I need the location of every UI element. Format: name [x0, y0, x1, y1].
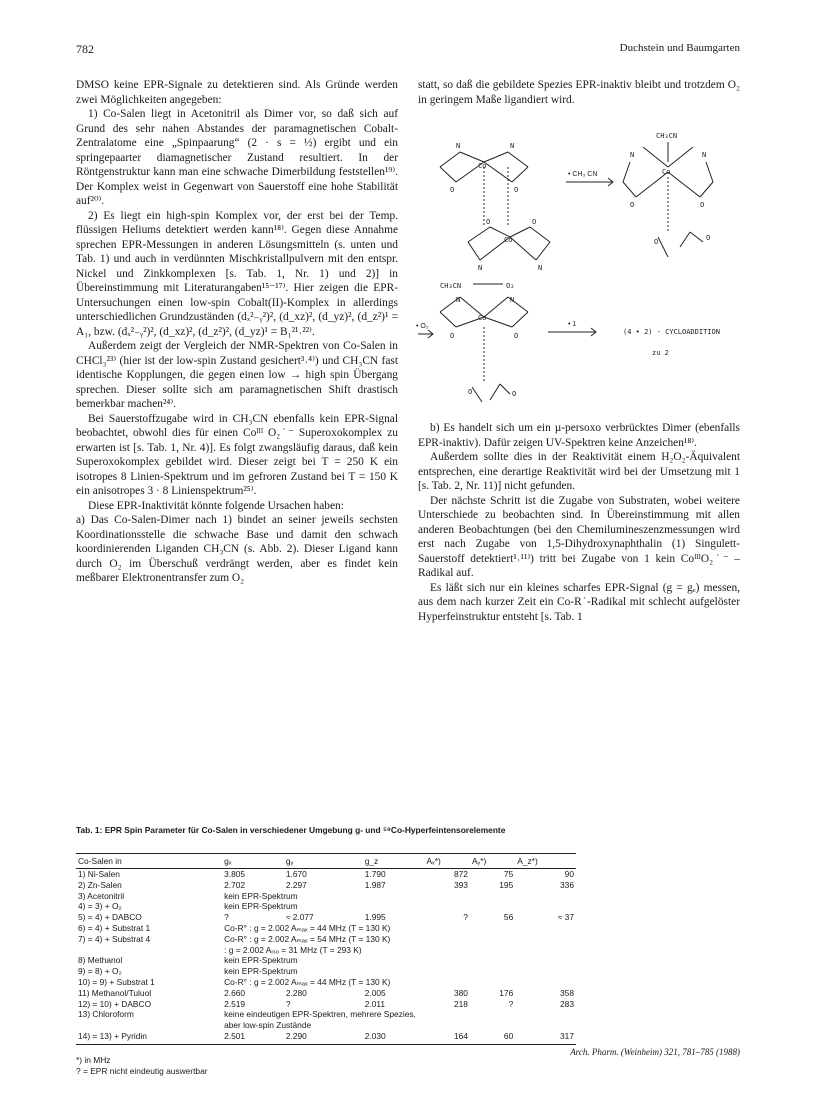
table-cell: Co-R° : g = 2.002 Aₘₐₓ = 44 MHz (T = 130 K)	[224, 976, 391, 987]
table-cell: 283	[560, 998, 574, 1009]
table-row	[76, 891, 576, 902]
table-cell: kein EPR-Spektrum	[224, 966, 298, 977]
left-column	[76, 78, 398, 586]
atom-label: O	[512, 390, 517, 398]
table-cell: 5) = 4) + DABCO	[78, 912, 142, 923]
table-cell: 1.987	[364, 879, 386, 890]
table-row	[76, 1009, 576, 1020]
paragraph: Der nächste Schritt ist die Zugabe von Substraten, wobei weitere Unterschiede zu beobachten sind. In Übereinstimmung mit allen anderen Beobachtungen (bei den Chemilumineszenzmessungen wird erst nach Zugabe von 1,5-Dihydroxynaphthalin (1) Singulett-Sauerstoff detektiert¹˒¹¹⁾) tritt bei Zugabe von 1 kein CoᴵᴵᴵO₂˙⁻ – Radikal auf.	[418, 494, 740, 579]
table-cell: 12) = 10) + DABCO	[78, 998, 152, 1009]
table-row	[76, 955, 576, 966]
paragraph: statt, so daß die gebildete Spezies EPR-inaktiv bleibt und trotzdem O₂ in geringem Maße ligandiert wird.	[418, 79, 740, 106]
table-row	[76, 966, 576, 977]
atom-label: N	[630, 151, 635, 159]
table-cell: 380	[453, 987, 468, 998]
paragraph: Es läßt sich nur ein kleines scharfes EPR-Signal (g = gₑ) messen, aus dem nach kurzer Zeit ein Co-R˙-Radikal mit schlecht aufgelöster Hyperfeinstruktur entsteht [s. Tab. 1	[418, 581, 740, 623]
atom-label: Co	[478, 162, 487, 170]
table-cell: 3.805	[224, 869, 246, 879]
epr-parameter-table	[76, 853, 576, 1045]
table-cell: kein EPR-Spektrum	[224, 890, 298, 901]
table-caption: Tab. 1: EPR Spin Parameter für Co-Salen in verschiedener Umgebung g- und ⁵⁹Co-Hyperfeintensorelemente	[76, 825, 506, 835]
right-column-top	[418, 78, 740, 107]
cycloaddition-label: (4 • 2) - CYCLOADDITION	[623, 328, 720, 336]
atom-label: O	[706, 234, 711, 242]
table-cell: 60	[470, 1031, 515, 1044]
table-row	[76, 977, 576, 988]
table-row	[76, 901, 576, 912]
atom-label: O	[450, 186, 455, 194]
atom-label: O	[468, 388, 473, 396]
column-header: Co-Salen in	[76, 854, 222, 869]
atom-label: O	[630, 201, 635, 209]
table-cell: 6) = 4) + Substrat 1	[78, 922, 151, 933]
paragraph: b) Es handelt sich um ein µ-persoxo verbrücktes Dimer (ebenfalls EPR-inaktiv). Dafür zeigen UV-Spektren keine Anzeichen¹⁸⁾.	[418, 422, 740, 449]
table-cell: 2.660	[224, 987, 246, 998]
footnote: ? = EPR nicht eindeutig auswertbar	[76, 1065, 208, 1076]
table-cell: ?	[285, 998, 291, 1009]
column-header: gₓ	[222, 854, 284, 869]
paragraph: Bei Sauerstoffzugabe wird in CH₃CN ebenfalls kein EPR-Signal beobachtet, obwohl dies für einen Coᴵᴵᴵ O₂˙⁻ Superoxokomplex zu erwarten ist [s. Tab. 1, Nr. 4)]. Es folgt zwangsläufig daraus, daß kein Superoxokomplex gebildet wird. Dieser zeigt bei T = 250 K ein isotropes 8 Linien-Spektrum und im gefroren Zustand bei T = 150 K ein anisotropes 3 · 8 Linienspektrum²⁵⁾.	[76, 412, 398, 497]
table-cell: Co-R° : g = 2.002 Aₘₐₓ = 44 MHz (T = 130 K)	[224, 922, 391, 933]
column-header: gᵧ	[284, 854, 363, 869]
arrow-label: • CH₃ CN	[568, 171, 598, 178]
table-row	[76, 988, 576, 999]
column-header: g_z	[363, 854, 425, 869]
table-cell: ?	[224, 912, 229, 923]
table-cell: 1.670	[285, 869, 307, 879]
table-cell: 1) Ni-Salen	[78, 869, 120, 879]
right-column-bottom	[418, 421, 740, 624]
table-cell: ≈ 37	[557, 912, 574, 923]
table-cell: 336	[560, 879, 574, 890]
table-row	[76, 923, 576, 934]
paragraph: Außerdem zeigt der Vergleich der NMR-Spektren von Co-Salen in CHCl₃²³⁾ (hier ist der low-spin Zustand gesichert³˒⁴⁾) und CH₃CN fast identische Kopplungen, die gegen einen low → high spin Übergang sprechen. Dieser sollte sich am paramagnetischen Shift drastisch bemerkbar machen²⁴⁾.	[76, 340, 398, 410]
table-cell: 14) = 13) + Pyridin	[76, 1031, 222, 1044]
table-row	[76, 1031, 576, 1044]
table-row	[76, 869, 576, 880]
table-cell: 872	[453, 869, 468, 879]
table-cell: 393	[453, 879, 468, 890]
table-cell: 317	[515, 1031, 576, 1044]
atom-label: N	[456, 296, 461, 304]
table-cell: 1.790	[364, 869, 386, 879]
table-cell: 4) = 3) + O₂	[78, 901, 122, 912]
footnotes	[76, 1055, 208, 1076]
table-cell: 11) Methanol/Tuluol	[78, 987, 152, 998]
table-cell: 90	[564, 869, 574, 879]
ligand-label: O₂	[506, 282, 515, 290]
table-cell: 2) Zn-Salen	[78, 879, 122, 890]
paragraph: 2) Es liegt ein high-spin Komplex vor, der erst bei der Temp. flüssigen Heliums detektiert werden kann¹⁸⁾. Gegen diese Annahme sprechen EPR-Messungen in anderen Lösungsmitteln (s. unten und Tab. 1) und auch in verdünnten Mischkristallpulvern mit den entspr. Nickel und Zinkkomplexen [s. Tab. 1, Nr. 1) und 2)] in Übereinstimmung mit Literaturangaben¹⁵⁻¹⁷⁾. Hier zeigen die EPR-Untersuchungen einen low-spin Cobalt(II)-Komplex in allerdings unterschiedlichen Grundzuständen (dₓ²₋ᵧ²)², (d_xz)², (d_yz)², (d_z²)¹ = A₁, bzw. (dₓ²₋ᵧ²)², (d_xz)², (d_z²)², (d_yz)¹ = B₁²¹˒²²⁾.	[76, 209, 398, 338]
atom-label: N	[510, 142, 515, 150]
table-row	[76, 999, 576, 1010]
atom-label: O	[514, 186, 519, 194]
table-cell: 218	[453, 998, 468, 1009]
table-cell: 2.501	[222, 1031, 284, 1044]
atom-label: N	[456, 142, 461, 150]
table-row	[76, 934, 576, 945]
table-cell: 358	[560, 987, 574, 998]
paragraph: DMSO keine EPR-Signale zu detektieren sind. Als Gründe werden zwei Möglichkeiten angegeben:	[76, 79, 398, 106]
page-number: 782	[76, 42, 94, 56]
table-cell: 2.519	[224, 998, 246, 1009]
table-cell: 2.030	[363, 1031, 425, 1044]
table-row	[76, 912, 576, 923]
reaction-scheme	[418, 112, 748, 412]
atom-label: O	[514, 332, 519, 340]
running-head: Duchstein und Baumgarten	[619, 42, 740, 54]
atom-label: O	[532, 218, 537, 226]
table-cell: 2.280	[285, 987, 307, 998]
table-cell	[76, 945, 222, 956]
footnote: *) in MHz	[76, 1055, 111, 1065]
table-caption-block	[76, 825, 740, 836]
table-cell: kein EPR-Spektrum	[224, 901, 298, 912]
table-cell: 8) Methanol	[78, 955, 123, 966]
ligand-label: CH₃CN	[656, 132, 678, 140]
paragraph: Außerdem sollte dies in der Reaktivität einem H₂O₂-Äquivalent entsprechen, eine derartige Reaktivität wird bei der Umsetzung mit 1 [s. Tab. 2, Nr. 11)] nicht gefunden.	[418, 451, 740, 492]
table-cell: aber low-spin Zustände	[224, 1020, 312, 1031]
table-cell: 10) = 9) + Substrat 1	[78, 976, 155, 987]
column-header: Aᵧ*)	[470, 854, 515, 869]
table-cell: 176	[499, 987, 514, 998]
table-cell: kein EPR-Spektrum	[224, 955, 298, 966]
table-row	[76, 1020, 576, 1031]
table-cell	[76, 1020, 222, 1031]
table-cell: 56	[503, 912, 514, 923]
table-cell: 9) = 8) + O₂	[78, 966, 122, 977]
table-cell: 1.995	[364, 912, 386, 923]
atom-label: O	[700, 201, 705, 209]
product-label: zu 2	[652, 349, 669, 357]
paragraph: 1) Co-Salen liegt in Acetonitril als Dimer vor, so daß sich auf Grund des sehr nahen Abstandes der paramagnetischen Cobalt-Zentralatome eine „Spinpaarung“ (2 · s = ½) ergibt und ein springepaarter diamagnetischer Zustand resultiert. In der Röntgenstruktur kann man eine schwache Dimerbildung feststellen¹⁹⁾. Der Komplex weist in Gegenwart von Sauerstoff eine hohe Stabilität auf²⁰⁾.	[76, 108, 398, 207]
table-cell: 2.005	[364, 987, 386, 998]
table-cell: 2.297	[285, 879, 307, 890]
column-header: Aₓ*)	[424, 854, 469, 869]
atom-label: N	[510, 296, 515, 304]
atom-label: N	[702, 151, 707, 159]
arrow-label: • O₂	[416, 323, 429, 330]
atom-label: N	[478, 264, 483, 272]
table-row	[76, 880, 576, 891]
arrow-label: • 1	[568, 321, 577, 328]
atom-label: O	[486, 218, 491, 226]
table-cell: 13) Chloroform	[78, 1009, 134, 1020]
paragraph: Diese EPR-Inaktivität könnte folgende Ursachen haben:	[88, 499, 344, 512]
table-cell: keine eindeutigen EPR-Spektren, mehrere Spezies,	[224, 1009, 416, 1020]
atom-label: O	[654, 238, 659, 246]
atom-label: Co	[662, 168, 671, 176]
atom-label: O	[450, 332, 455, 340]
table-cell: 7) = 4) + Substrat 4	[78, 933, 151, 944]
table-cell: 2.702	[224, 879, 246, 890]
table-cell: 195	[499, 879, 514, 890]
atom-label: Co	[504, 236, 513, 244]
table-row	[76, 945, 576, 956]
table-cell: Co-R° : g = 2.002 Aₘₐₓ = 54 MHz (T = 130 K)	[224, 933, 391, 944]
atom-label: Co	[478, 314, 487, 322]
table-cell: ?	[463, 912, 468, 923]
table-cell: ≈ 2.077	[285, 912, 314, 923]
table-cell: ?	[508, 998, 514, 1009]
table-cell: 3) Acetonitril	[78, 890, 125, 901]
table-cell: 75	[503, 869, 514, 879]
atom-label: N	[538, 264, 543, 272]
journal-reference: Arch. Pharm. (Weinheim) 321, 781–785 (1988)	[570, 1047, 740, 1057]
table-cell: 2.290	[284, 1031, 363, 1044]
column-header: A_z*)	[515, 854, 576, 869]
table-cell: 164	[424, 1031, 469, 1044]
table-cell: 2.011	[364, 998, 386, 1009]
table-cell: : g = 2.002 Aᵢₛₒ = 31 MHz (T = 293 K)	[224, 944, 362, 955]
paragraph: a) Das Co-Salen-Dimer nach 1) bindet an seiner jeweils sechsten Koordinationsstelle die schwache Base und damit den schwach koordinierenden Liganden CH₃CN (s. Abb. 2). Dieser Ligand kann durch O₂ im Überschuß verdrängt werden, aber es findet kein meßbarer Elektronentransfer zum O₂	[76, 514, 398, 584]
ligand-label: CH₃CN	[440, 282, 462, 290]
